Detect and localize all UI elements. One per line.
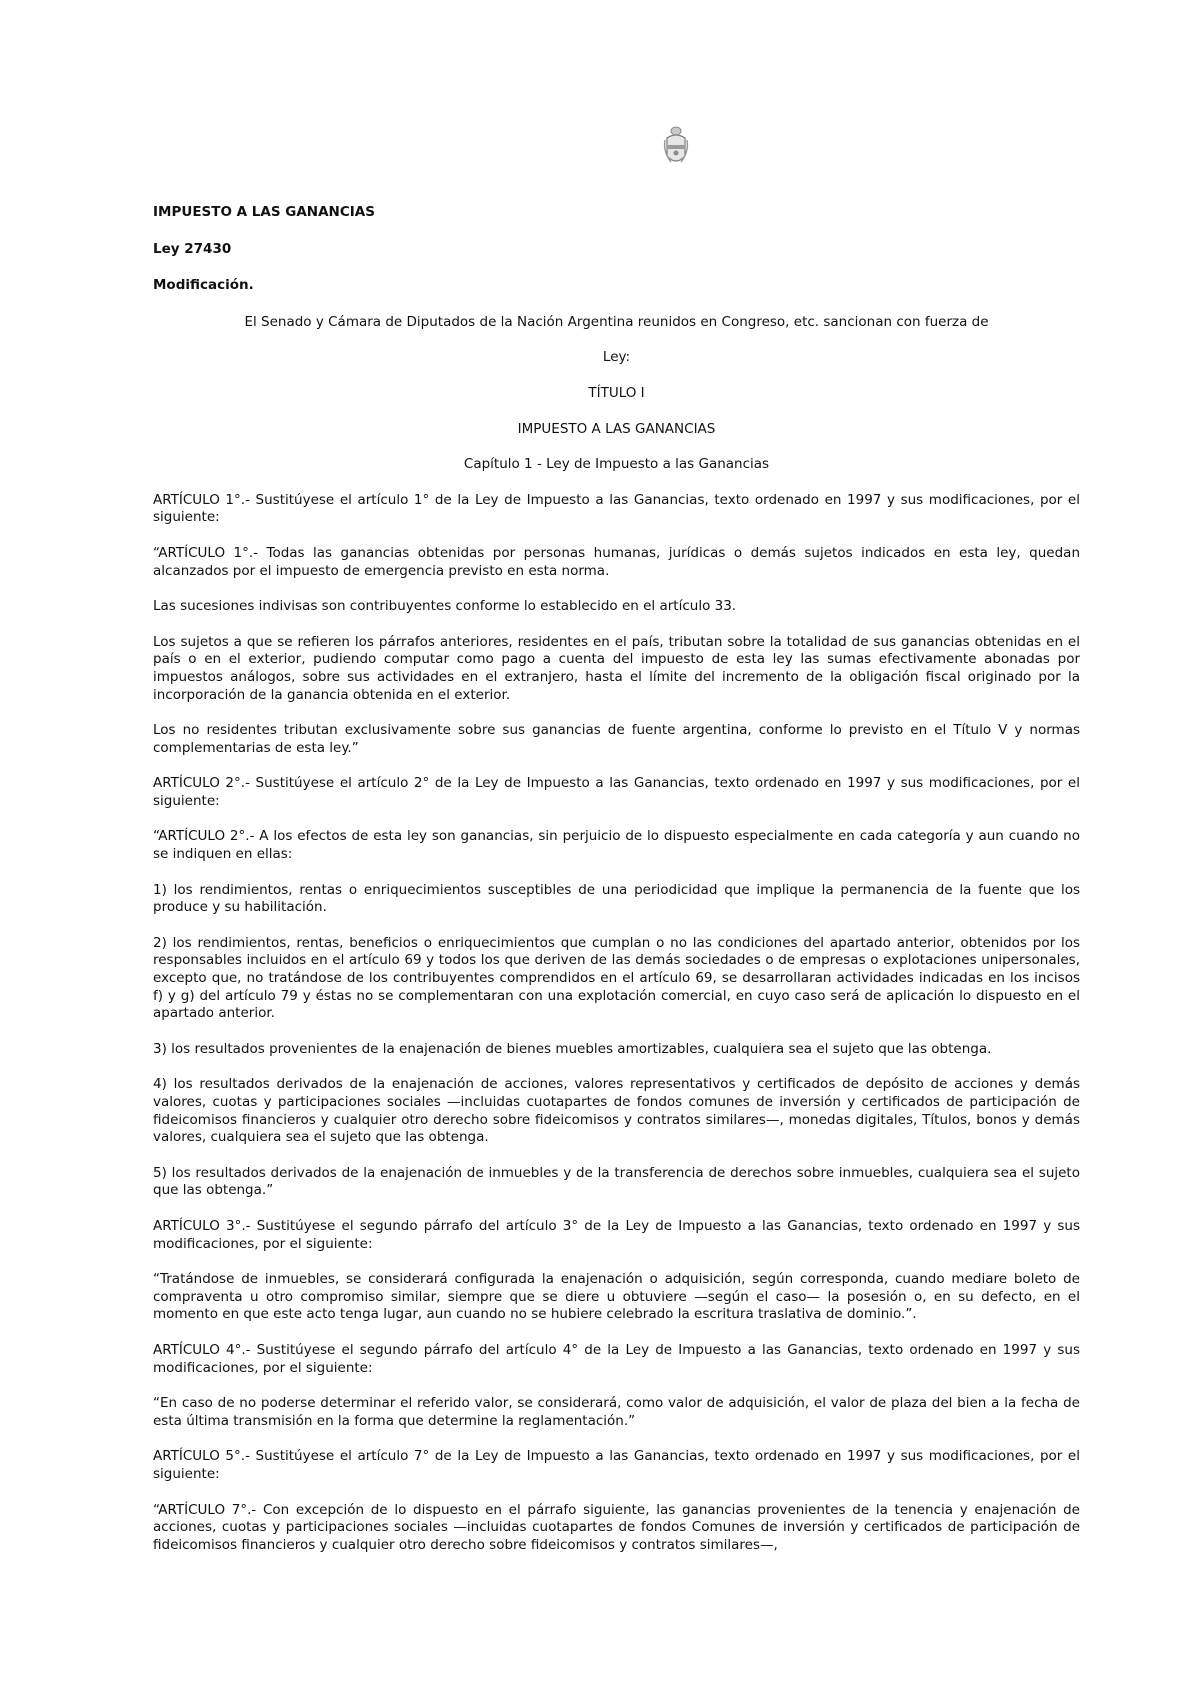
paragraph: 5) los resultados derivados de la enajenación de inmuebles y de la transferencia de derechos sobre inmuebles, cualquiera sea el sujeto que las obtenga.” (153, 1164, 1080, 1199)
capitulo-heading: Capítulo 1 - Ley de Impuesto a las Ganancias (463, 456, 770, 473)
paragraph: ARTÍCULO 3°.- Sustitúyese el segundo párrafo del artículo 3° de la Ley de Impuesto a las Ganancias, texto ordenado en 1997 y sus modificaciones, por el siguiente: (153, 1217, 1080, 1252)
paragraph: “ARTÍCULO 2°.- A los efectos de esta ley son ganancias, sin perjuicio de lo dispuesto especialmente en cada categoría y aun cuando no se indiquen en ellas: (153, 828, 1080, 863)
paragraph: “ARTÍCULO 1°.- Todas las ganancias obtenidas por personas humanas, jurídicas o demás sujetos indicados en esta ley, quedan alcanzados por el impuesto de emergencia previsto en esta norma. (153, 544, 1080, 579)
paragraph: 3) los resultados provenientes de la enajenación de bienes muebles amortizables, cualquiera sea el sujeto que las obtenga. (153, 1040, 992, 1057)
document-page (153, 0, 1080, 1698)
preamble: El Senado y Cámara de Diputados de la Nación Argentina reunidos en Congreso, etc. sancionan con fuerza de (244, 313, 989, 330)
paragraph: 4) los resultados derivados de la enajenación de acciones, valores representativos y certificados de depósito de acciones y demás valores, cuotas y participaciones sociales —incluidas cuotapartes de fondos comunes de inversión y certificados de participación de fideicomisos financieros y cualquier otro derecho sobre fideicomisos y contratos similares—, monedas digitales, Títulos, bonos y demás valores, cualquiera sea el sujeto que las obtenga. (153, 1076, 1080, 1146)
document-body (153, 204, 1080, 1572)
paragraph: ARTÍCULO 1°.- Sustitúyese el artículo 1° de la Ley de Impuesto a las Ganancias, texto ordenado en 1997 y sus modificaciones, por el siguiente: (153, 491, 1080, 526)
paragraph: “En caso de no poderse determinar el referido valor, se considerará, como valor de adquisición, el valor de plaza del bien a la fecha de esta última transmisión en la forma que determine la reglamentación.” (153, 1395, 1080, 1429)
titulo-name: IMPUESTO A LAS GANANCIAS (517, 420, 716, 437)
paragraph: 1) los rendimientos, rentas o enriquecimientos susceptibles de una periodicidad que implique la permanencia de la fuente que los produce y su habilitación. (153, 881, 1080, 916)
paragraph: 2) los rendimientos, rentas, beneficios o enriquecimientos que cumplan o no las condiciones del apartado anterior, obtenidos por los responsables incluidos en el artículo 69 y todos los que deriven de las demás sociedades o de empresas o explotaciones unipersonales, excepto que, no tratándose de los contribuyentes comprendidos en el artículo 69, se desarrollaran actividades indicadas en los incisos f) y g) del artículo 79 y éstas no se complementaran con una explotación comercial, en cuyo caso será de aplicación lo dispuesto en el apartado anterior. (153, 934, 1080, 1022)
paragraph: ARTÍCULO 5°.- Sustitúyese el artículo 7° de la Ley de Impuesto a las Ganancias, texto ordenado en 1997 y sus modificaciones, por el siguiente: (153, 1448, 1080, 1482)
modification-label: Modificación. (153, 277, 254, 294)
paragraph: ARTÍCULO 4°.- Sustitúyese el segundo párrafo del artículo 4° de la Ley de Impuesto a las Ganancias, texto ordenado en 1997 y sus modificaciones, por el siguiente: (153, 1341, 1080, 1376)
ley-label: Ley: (602, 349, 631, 366)
paragraph: Los sujetos a que se refieren los párrafos anteriores, residentes en el país, tributan sobre la totalidad de sus ganancias obtenidas en el país o en el exterior, pudiendo computar como pago a cuenta del impuesto de esta ley las sumas efectivamente abonadas por impuestos análogos, sobre sus actividades en el extranjero, hasta el límite del incremento de la obligación fiscal originado por la incorporación de la ganancia obtenida en el exterior. (153, 633, 1080, 703)
paragraph: “Tratándose de inmuebles, se considerará configurada la enajenación o adquisición, según corresponda, cuando mediare boleto de compraventa u otro compromiso similar, siempre que se diere u obtuviere —según el caso— la posesión o, en su defecto, en el momento en que este acto tenga lugar, aun cuando no se hubiere celebrado la escritura traslativa de dominio.”. (153, 1271, 1080, 1323)
header-title: IMPUESTO A LAS GANANCIAS (153, 204, 375, 220)
law-number: Ley 27430 (153, 240, 232, 257)
paragraph: ARTÍCULO 2°.- Sustitúyese el artículo 2° de la Ley de Impuesto a las Ganancias, texto ordenado en 1997 y sus modificaciones, por el siguiente: (153, 775, 1080, 809)
paragraph: “ARTÍCULO 7°.- Con excepción de lo dispuesto en el párrafo siguiente, las ganancias provenientes de la tenencia y enajenación de acciones, cuotas y participaciones sociales —incluidas cuotapartes de fondos Comunes de inversión y certificados de participación de fideicomisos financieros y cualquier otro derecho sobre fideicomisos y contratos similares—, (153, 1501, 1080, 1553)
paragraph: Las sucesiones indivisas son contribuyentes conforme lo establecido en el artículo 33. (153, 598, 737, 615)
coat-of-arms-icon (663, 126, 689, 168)
titulo-heading: TÍTULO I (588, 384, 645, 401)
paragraph: Los no residentes tributan exclusivamente sobre sus ganancias de fuente argentina, conforme lo previsto en el Título V y normas complementarias de esta ley.” (153, 722, 1080, 756)
